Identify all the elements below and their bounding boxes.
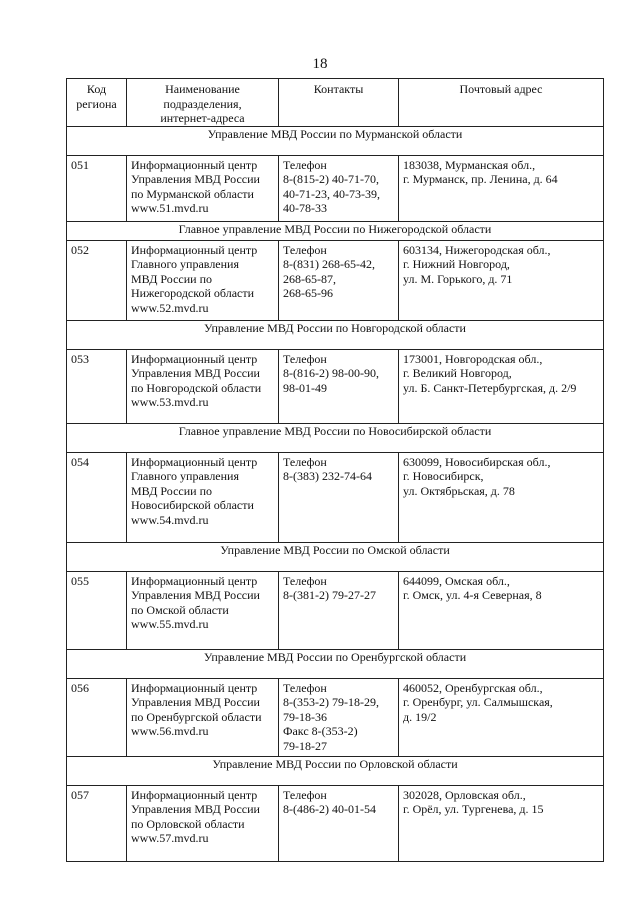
postal-address: 644099, Омская обл., г. Омск, ул. 4-я Северная, 8 [399, 571, 604, 649]
header-code: Код региона [67, 79, 127, 127]
department-name: Информационный центр Управления МВД России по Новгородской области www.53.mvd.ru [127, 349, 279, 423]
department-name: Информационный центр Главного управления МВД России по Нижегородской области www.52.mvd.ru [127, 240, 279, 320]
contacts-cell: Телефон 8-(381-2) 79-27-27 [279, 571, 399, 649]
header-address: Почтовый адрес [399, 79, 604, 127]
contacts-cell: Телефон 8-(831) 268-65-42, 268-65-87, 268-65-96 [279, 240, 399, 320]
table-header-row [67, 79, 604, 127]
contacts-cell: Телефон 8-(815-2) 40-71-70, 40-71-23, 40-73-39, 40-78-33 [279, 155, 399, 221]
department-name: Информационный центр Главного управления МВД России по Новосибирской области www.54.mvd.ru [127, 452, 279, 542]
region-code: 056 [67, 678, 127, 756]
section-row [67, 126, 604, 155]
postal-address: 173001, Новгородская обл., г. Великий Новгород, ул. Б. Санкт-Петербургская, д. 2/9 [399, 349, 604, 423]
contacts-cell: Телефон 8-(353-2) 79-18-29, 79-18-36 Факс 8-(353-2) 79-18-27 [279, 678, 399, 756]
section-row [67, 756, 604, 785]
department-name: Информационный центр Управления МВД России по Оренбургской области www.56.mvd.ru [127, 678, 279, 756]
contacts-cell: Телефон 8-(486-2) 40-01-54 [279, 785, 399, 861]
table-row [67, 571, 604, 649]
section-title: Управление МВД России по Омской области [67, 542, 604, 571]
postal-address: 183038, Мурманская обл., г. Мурманск, пр. Ленина, д. 64 [399, 155, 604, 221]
table-row [67, 678, 604, 756]
table-row [67, 785, 604, 861]
postal-address: 630099, Новосибирская обл., г. Новосибирск, ул. Октябрьская, д. 78 [399, 452, 604, 542]
region-code: 055 [67, 571, 127, 649]
section-title: Управление МВД России по Оренбургской области [67, 649, 604, 678]
directory-table [66, 78, 604, 862]
department-name: Информационный центр Управления МВД России по Омской области www.55.mvd.ru [127, 571, 279, 649]
section-row [67, 320, 604, 349]
table-row [67, 155, 604, 221]
section-title: Главное управление МВД России по Новосибирской области [67, 423, 604, 452]
section-row [67, 423, 604, 452]
region-code: 053 [67, 349, 127, 423]
postal-address: 302028, Орловская обл., г. Орёл, ул. Тургенева, д. 15 [399, 785, 604, 861]
section-row [67, 542, 604, 571]
table-row [67, 349, 604, 423]
contacts-cell: Телефон 8-(816-2) 98-00-90, 98-01-49 [279, 349, 399, 423]
header-contacts: Контакты [279, 79, 399, 127]
section-title: Управление МВД России по Мурманской области [67, 126, 604, 155]
section-row [67, 649, 604, 678]
postal-address: 460052, Оренбургская обл., г. Оренбург, ул. Салмышская, д. 19/2 [399, 678, 604, 756]
page-number: 18 [312, 56, 328, 72]
region-code: 057 [67, 785, 127, 861]
region-code: 051 [67, 155, 127, 221]
section-row [67, 221, 604, 240]
header-name: Наименование подразделения, интернет-адреса [127, 79, 279, 127]
department-name: Информационный центр Управления МВД России по Мурманской области www.51.mvd.ru [127, 155, 279, 221]
region-code: 054 [67, 452, 127, 542]
contacts-cell: Телефон 8-(383) 232-74-64 [279, 452, 399, 542]
department-name: Информационный центр Управления МВД России по Орловской области www.57.mvd.ru [127, 785, 279, 861]
region-code: 052 [67, 240, 127, 320]
table-row [67, 240, 604, 320]
section-title: Управление МВД России по Новгородской области [67, 320, 604, 349]
postal-address: 603134, Нижегородская обл., г. Нижний Новгород, ул. М. Горького, д. 71 [399, 240, 604, 320]
section-title: Главное управление МВД России по Нижегородской области [67, 221, 604, 240]
section-title: Управление МВД России по Орловской области [67, 756, 604, 785]
table-row [67, 452, 604, 542]
